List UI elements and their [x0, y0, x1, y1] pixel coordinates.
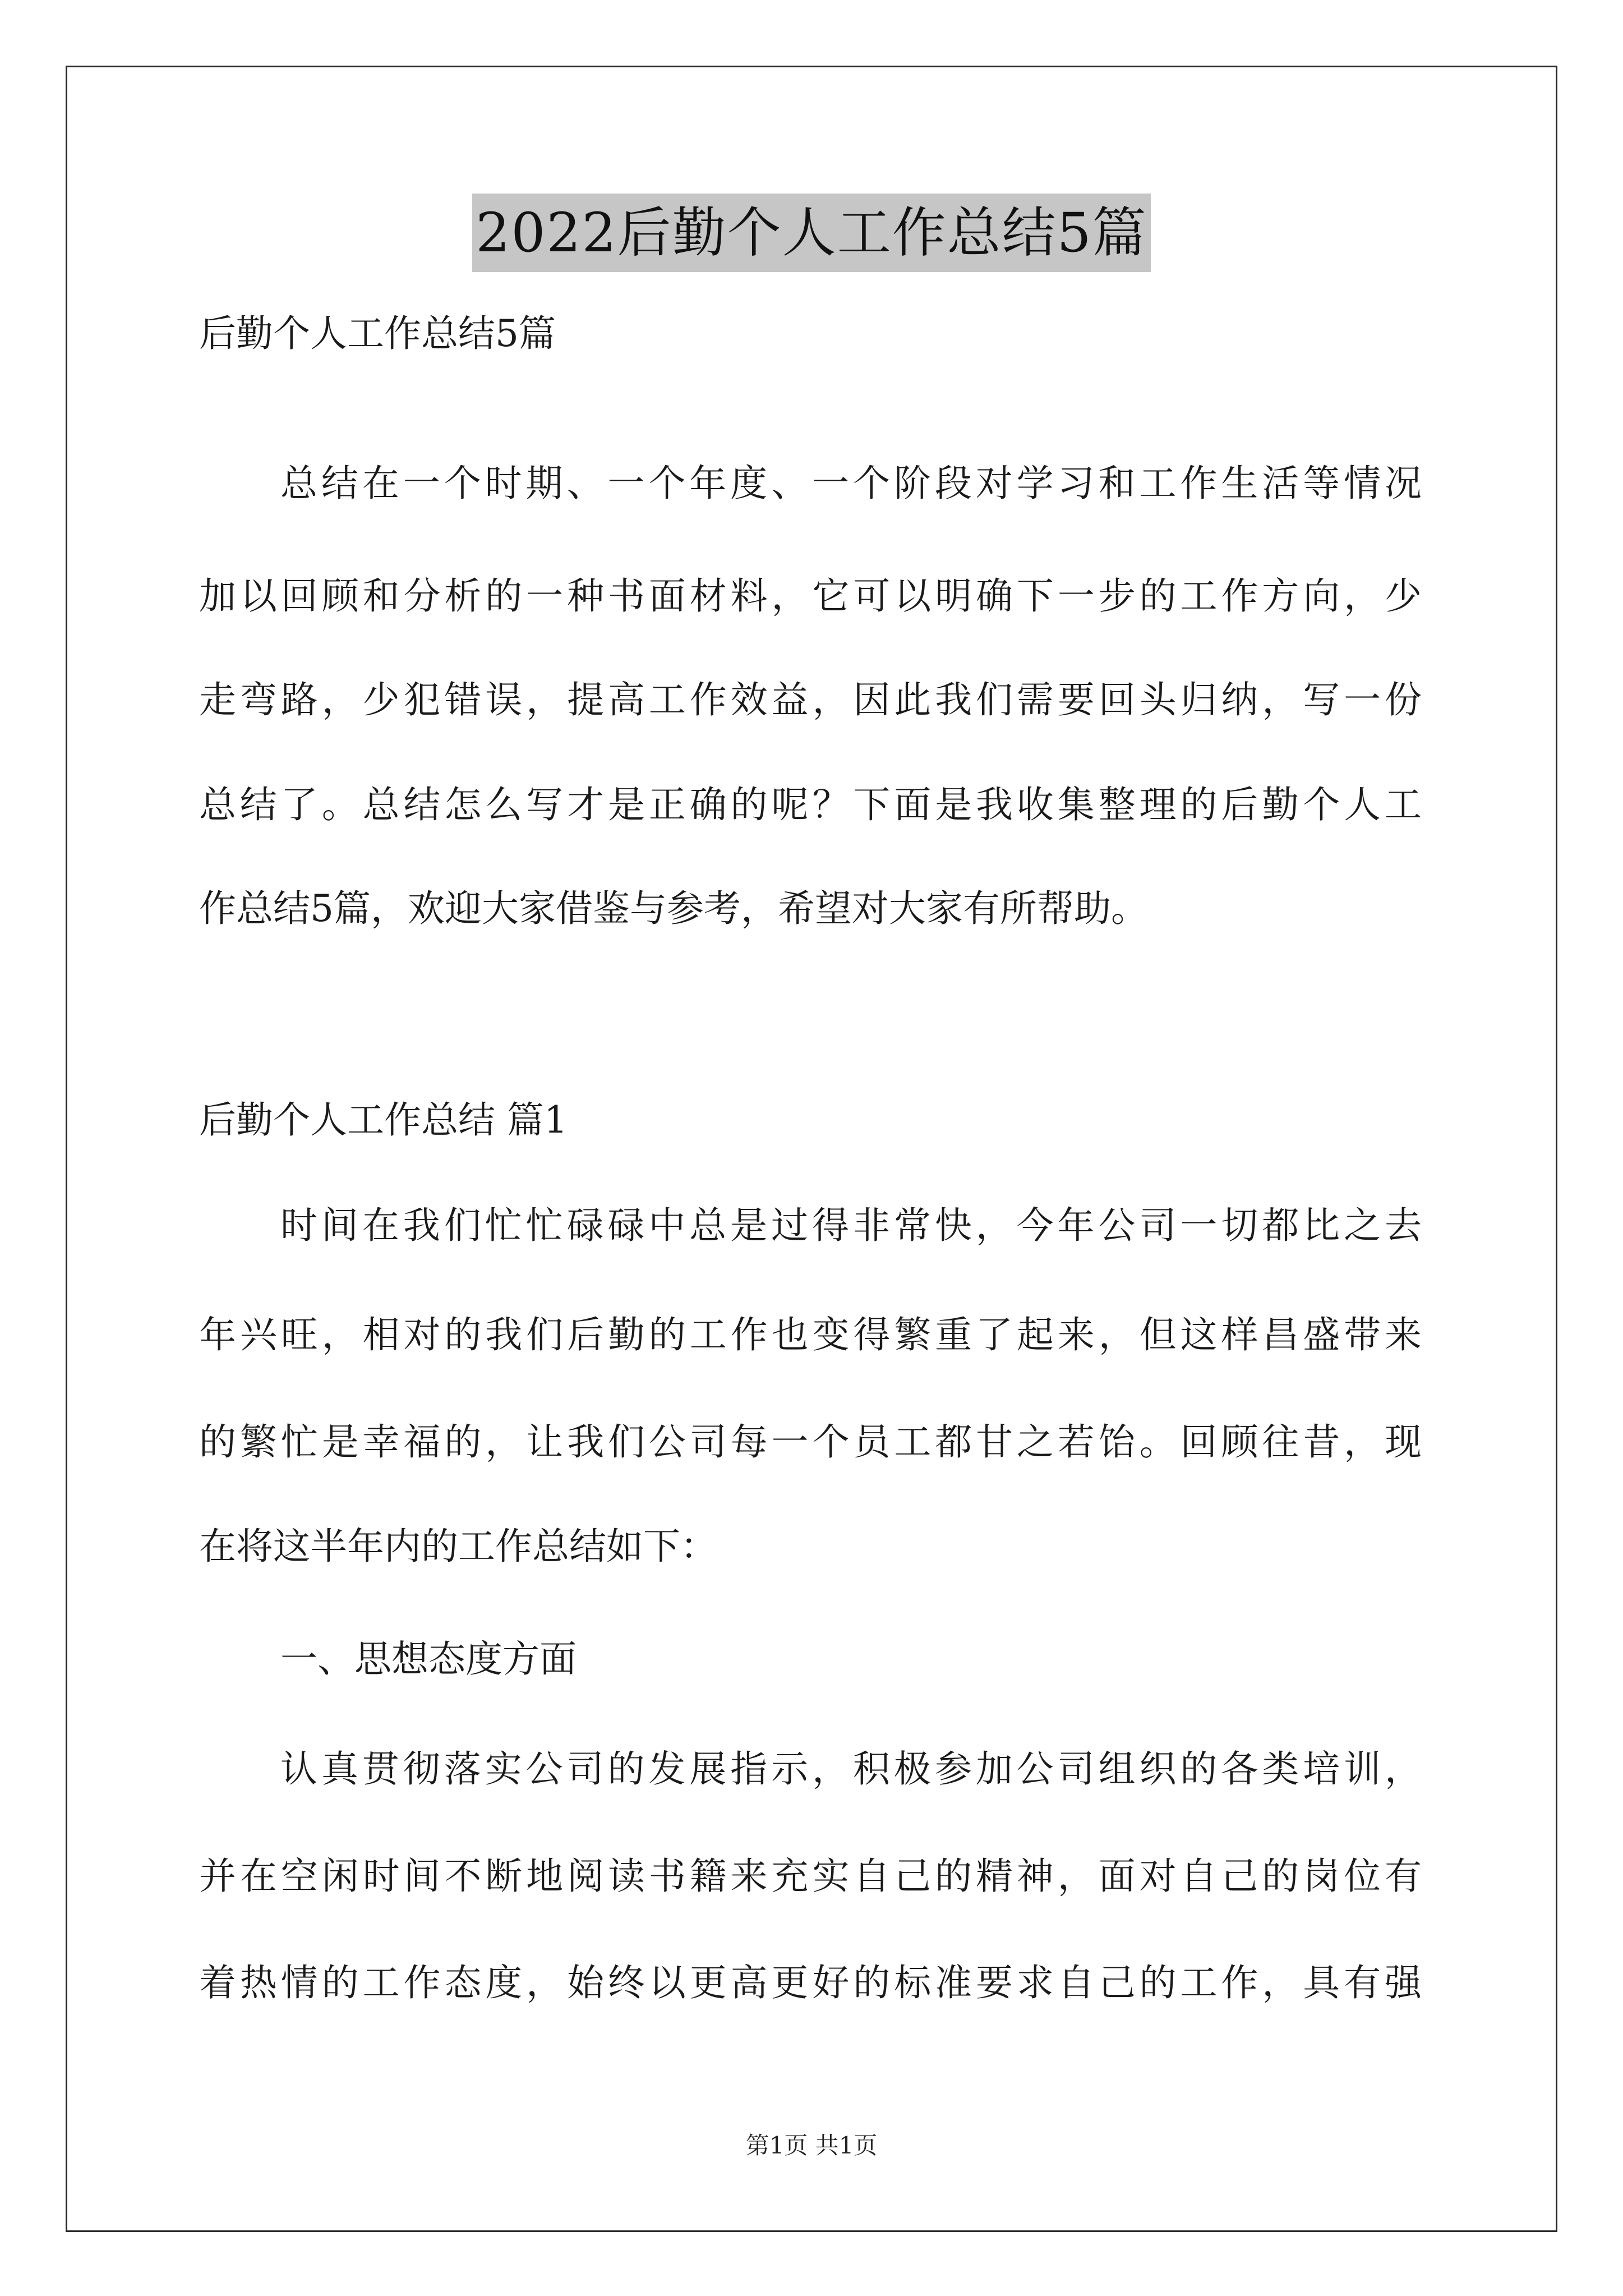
section-1-heading: 后勤个人工作总结 篇1	[199, 1098, 568, 1142]
intro-line-4: 总结了。总结怎么写才是正确的呢？下面是我收集整理的后勤个人工	[199, 783, 1422, 826]
section-1-para-2-line-2: 并在空闲时间不断地阅读书籍来充实自己的精神，面对自己的岗位有	[199, 1855, 1422, 1898]
section-1-para-1-line-3: 的繁忙是幸福的，让我们公司每一个员工都甘之若饴。回顾往昔，现	[199, 1420, 1422, 1464]
section-1-para-1-line-1: 时间在我们忙忙碌碌中总是过得非常快，今年公司一切都比之去	[280, 1204, 1422, 1247]
subheading-thinking-attitude: 一、思想态度方面	[280, 1637, 577, 1681]
section-1-para-1-line-2: 年兴旺，相对的我们后勤的工作也变得繁重了起来，但这样昌盛带来	[199, 1313, 1422, 1356]
intro-line-5: 作总结5篇，欢迎大家借鉴与参考，希望对大家有所帮助。	[199, 887, 1148, 930]
intro-line-1: 总结在一个时期、一个年度、一个阶段对学习和工作生活等情况	[280, 462, 1422, 505]
page-border	[66, 66, 1557, 2232]
document-title: 2022后勤个人工作总结5篇	[472, 194, 1150, 272]
section-1-para-1-line-4: 在将这半年内的工作总结如下：	[199, 1525, 717, 1568]
document-subtitle: 后勤个人工作总结5篇	[199, 312, 556, 355]
intro-line-2: 加以回顾和分析的一种书面材料，它可以明确下一步的工作方向，少	[199, 574, 1422, 618]
intro-line-3: 走弯路，少犯错误，提高工作效益，因此我们需要回头归纳，写一份	[199, 678, 1422, 721]
page-footer: 第1页 共1页	[745, 2132, 878, 2159]
title-area	[0, 194, 1623, 272]
section-1-para-2-line-1: 认真贯彻落实公司的发展指示，积极参加公司组织的各类培训，	[280, 1747, 1422, 1791]
section-1-para-2-line-3: 着热情的工作态度，始终以更高更好的标准要求自己的工作，具有强	[199, 1961, 1422, 2004]
